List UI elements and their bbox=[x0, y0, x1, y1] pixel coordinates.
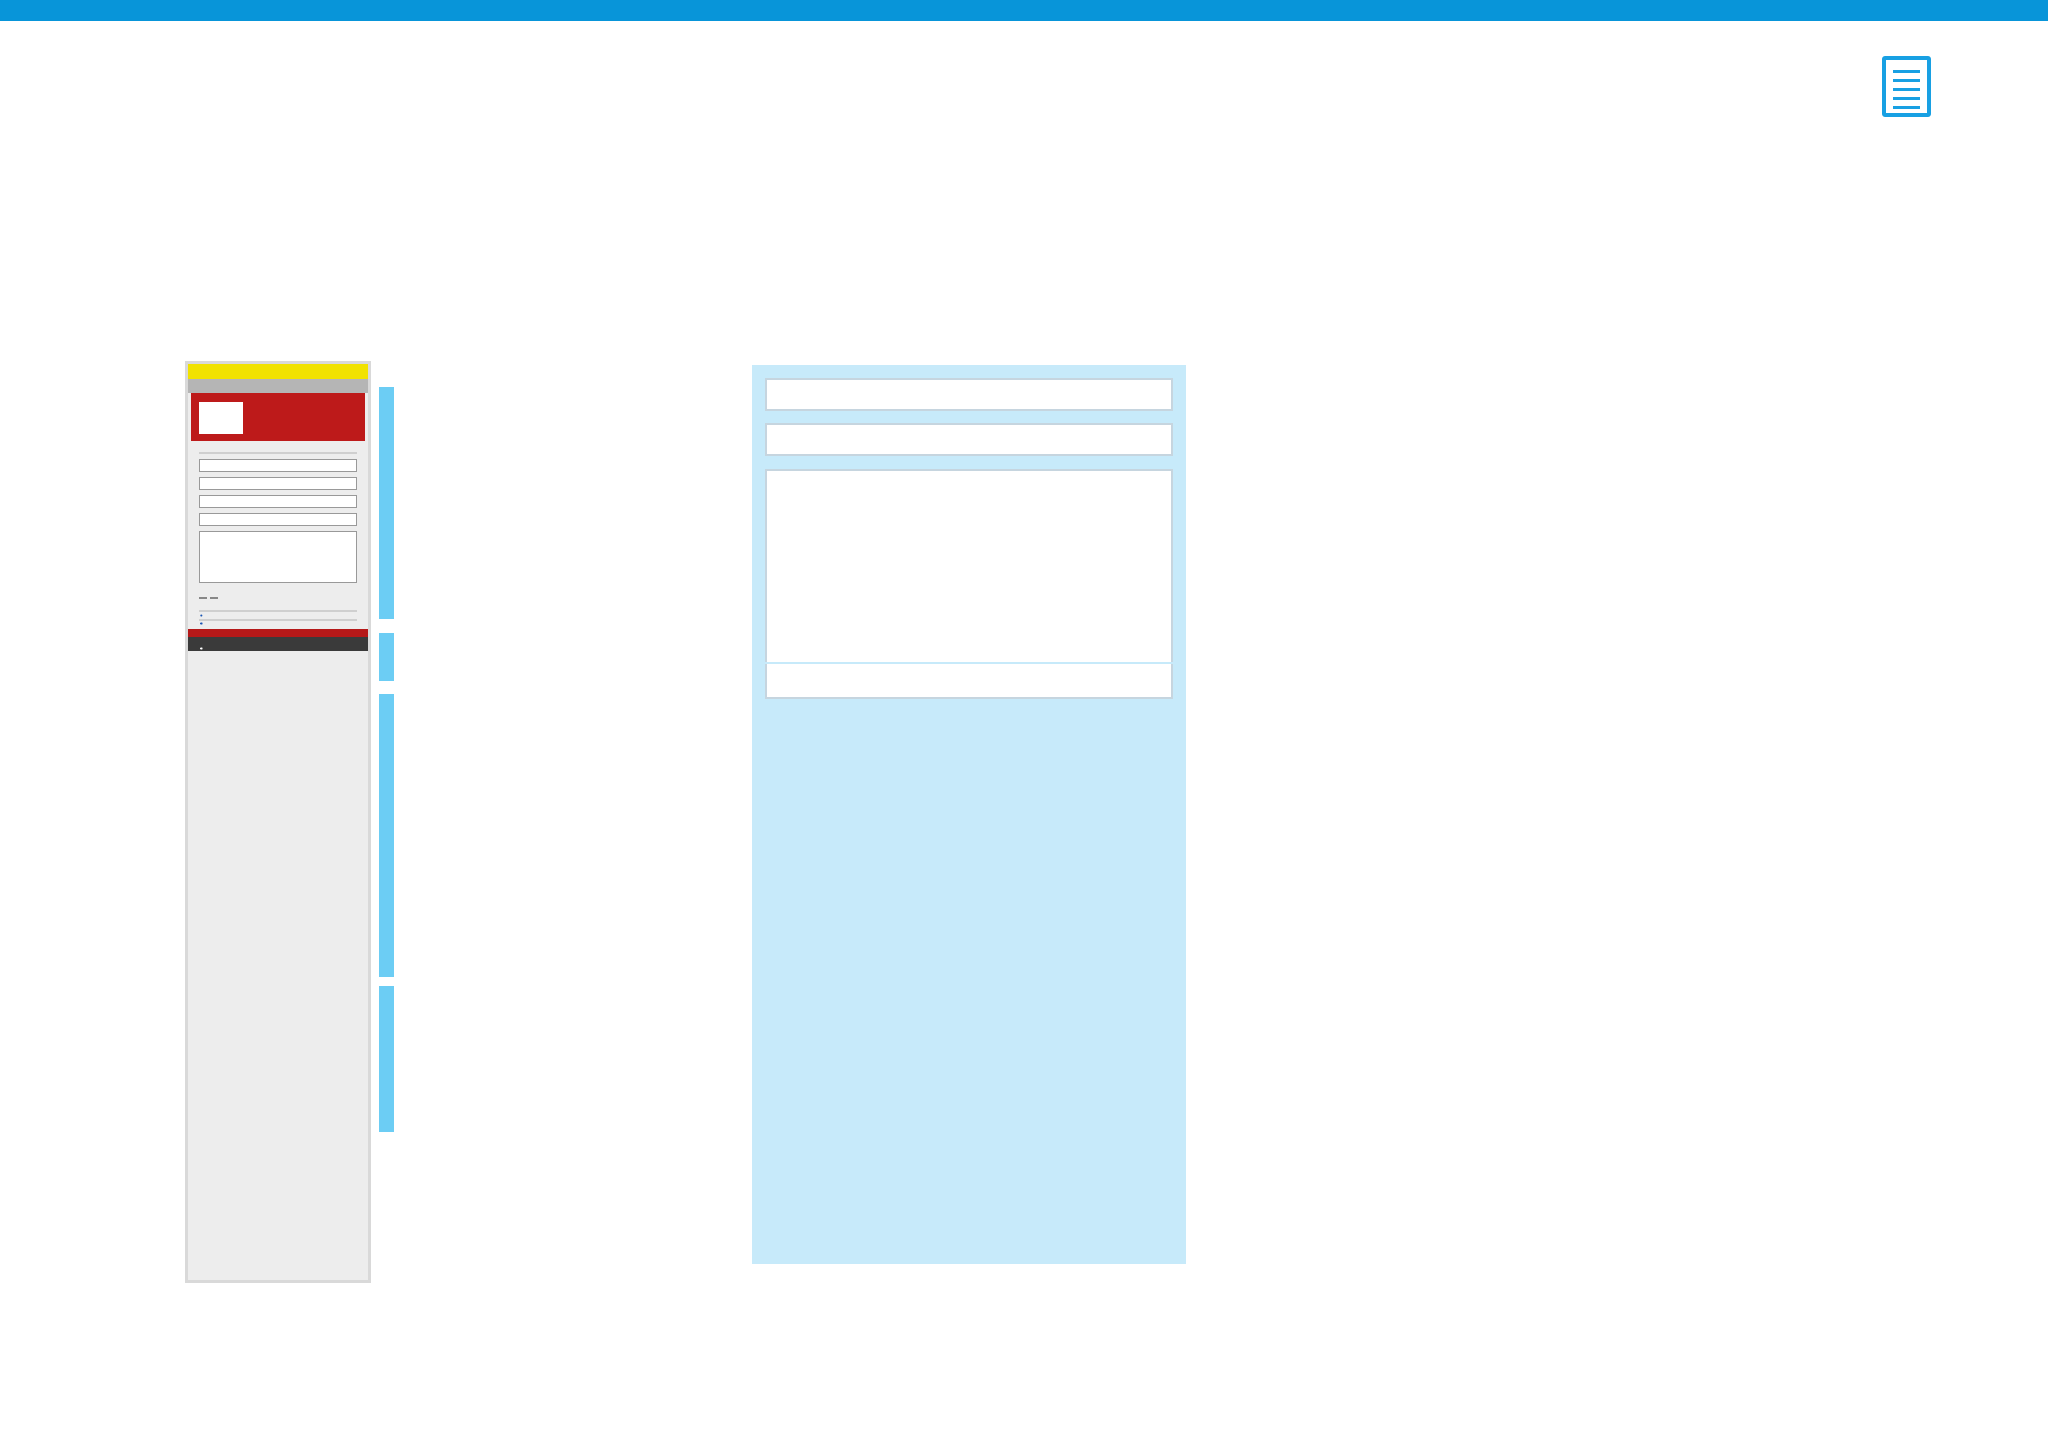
section-bar-article bbox=[379, 387, 394, 619]
mock-article-header bbox=[191, 393, 365, 441]
mock-divider bbox=[199, 619, 357, 621]
page-template-diagram bbox=[752, 365, 1186, 1264]
template-block-header bbox=[765, 378, 1173, 411]
example-mockup bbox=[185, 361, 371, 1283]
mock-banner bbox=[188, 364, 368, 379]
mock-bottom-crumbtrail bbox=[188, 629, 368, 637]
mock-crumbtrail bbox=[188, 379, 368, 393]
mock-send-button[interactable] bbox=[199, 597, 207, 599]
mock-phone-field[interactable] bbox=[199, 513, 357, 526]
mock-divider bbox=[199, 610, 357, 612]
mock-town-field[interactable] bbox=[199, 495, 357, 508]
mock-email-field[interactable] bbox=[199, 477, 357, 490]
template-block-crumbtrail-top bbox=[765, 423, 1173, 456]
template-article-gap bbox=[765, 662, 1173, 664]
mock-clear-button[interactable] bbox=[210, 597, 218, 599]
mock-name-field[interactable] bbox=[199, 459, 357, 472]
template-block-article bbox=[765, 469, 1173, 664]
mock-article-body bbox=[188, 441, 368, 621]
mock-divider bbox=[199, 452, 357, 454]
template-block-article-end bbox=[765, 663, 1173, 699]
top-accent-bar bbox=[0, 0, 2048, 21]
section-bar-related-links bbox=[379, 986, 394, 1132]
mock-footer bbox=[188, 637, 368, 651]
mock-comments-field[interactable] bbox=[199, 531, 357, 583]
document-list-icon bbox=[1882, 56, 1931, 117]
section-bar-form bbox=[379, 694, 394, 977]
section-bar-simple-text bbox=[379, 633, 394, 681]
google-logo-image bbox=[199, 402, 243, 434]
